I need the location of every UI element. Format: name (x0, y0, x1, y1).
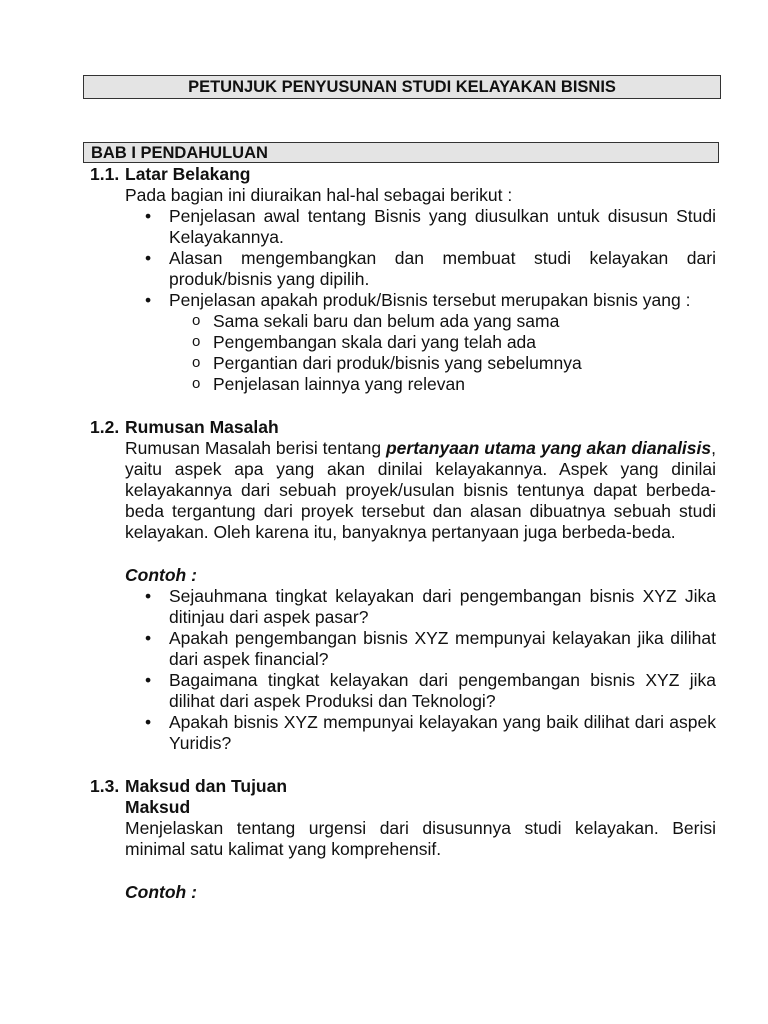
bullet-list (125, 586, 716, 754)
section-heading-latar-belakang (90, 164, 716, 185)
subsection-heading: Maksud (125, 797, 191, 817)
list-item: • Apakah bisnis XYZ mempunyai kelayakan yang baik dilihat dari aspek Yuridis? (125, 712, 716, 754)
list-item: • Alasan mengembangkan dan membuat studi kelayakan dari produk/bisnis yang dipilih. (125, 248, 716, 290)
section-heading-maksud-tujuan (90, 776, 716, 797)
document-body (90, 164, 716, 903)
chapter-heading: BAB I PENDAHULUAN (83, 142, 719, 163)
sub-list-item: o Sama sekali baru dan belum ada yang sama (168, 311, 716, 332)
section-paragraph (125, 438, 716, 543)
list-item: • Bagaimana tingkat kelayakan dari pengembangan bisnis XYZ jika dilihat dari aspek Produksi dan Teknologi? (125, 670, 716, 712)
example-label: Contoh : (125, 565, 197, 585)
sub-list-item: o Pergantian dari produk/bisnis yang sebelumnya (168, 353, 716, 374)
sub-list-item: o Penjelasan lainnya yang relevan (168, 374, 716, 395)
emphasis-text: pertanyaan utama yang akan dianalisis (385, 438, 712, 458)
list-item: • Sejauhmana tingkat kelayakan dari pengembangan bisnis XYZ Jika ditinjau dari aspek pasar? (125, 586, 716, 628)
list-item-text: Penjelasan apakah produk/Bisnis tersebut merupakan bisnis yang : (169, 290, 691, 310)
sub-list-item: o Pengembangan skala dari yang telah ada (168, 332, 716, 353)
section-number: 1.3. (90, 776, 120, 796)
section-number: 1.1. (90, 164, 120, 184)
paragraph-text: Rumusan Masalah berisi tentang (125, 438, 386, 458)
section-title: Rumusan Masalah (125, 417, 279, 437)
paragraph-text: , yaitu aspek apa yang akan dinilai kelayakannya. Aspek yang dinilai kelayakannya dari sebuah proyek/usulan bisnis tentunya dapat berbeda-beda tergantung dari proyek tersebut dan alasan dibuatnya sebuah studi kelayakan. Oleh karena itu, banyaknya pertanyaan juga berbeda-beda. (125, 438, 716, 542)
list-item (125, 290, 716, 395)
sub-bullet-list (169, 311, 716, 395)
section-number: 1.2. (90, 417, 120, 437)
section-intro: Pada bagian ini diuraikan hal-hal sebagai berikut : (125, 185, 513, 205)
section-paragraph: Menjelaskan tentang urgensi dari disusunnya studi kelayakan. Berisi minimal satu kalimat yang komprehensif. (125, 818, 716, 859)
section-heading-rumusan-masalah (90, 417, 716, 438)
bullet-list (125, 206, 716, 395)
example-label: Contoh : (125, 882, 197, 902)
document-title: PETUNJUK PENYUSUNAN STUDI KELAYAKAN BISNIS (83, 75, 721, 99)
section-title: Latar Belakang (125, 164, 251, 184)
section-title: Maksud dan Tujuan (125, 776, 288, 796)
list-item: • Apakah pengembangan bisnis XYZ mempunyai kelayakan jika dilihat dari aspek financial? (125, 628, 716, 670)
list-item: • Penjelasan awal tentang Bisnis yang diusulkan untuk disusun Studi Kelayakannya. (125, 206, 716, 248)
